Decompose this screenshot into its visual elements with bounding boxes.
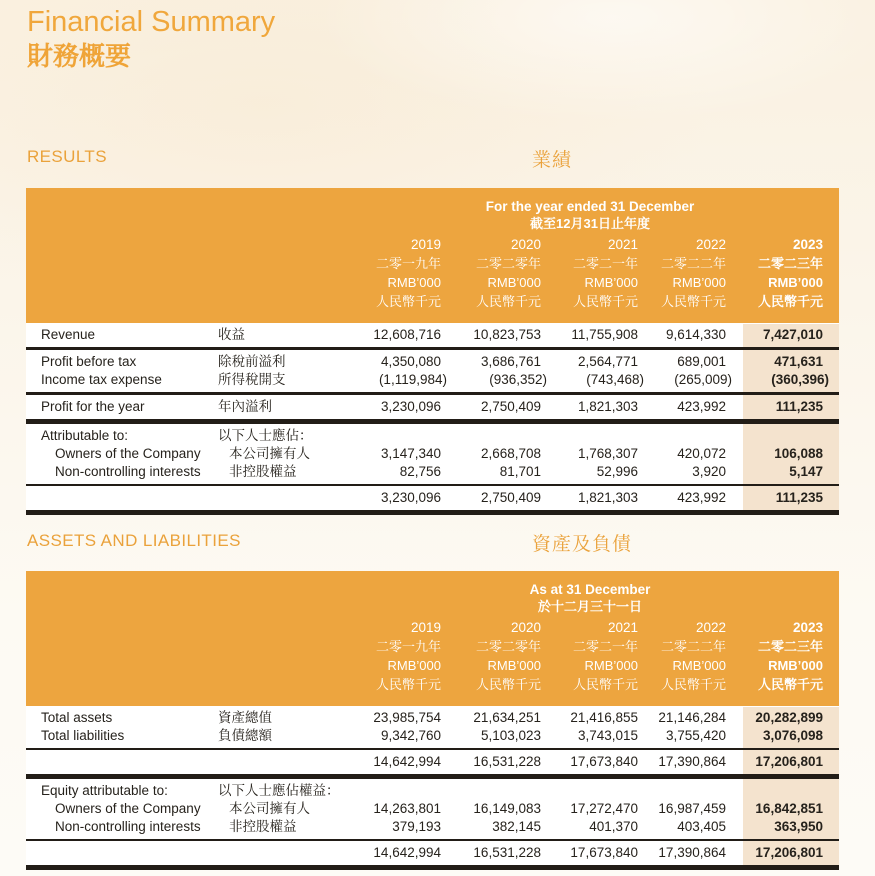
period-title [341, 199, 839, 311]
cell-2021: 52,996 [596, 464, 638, 479]
column-header-2023: 2023 二零二三年 RMB’000 人民幣千元 [757, 237, 823, 309]
cell-2019: 9,342,760 [380, 728, 441, 743]
column-header-2023: 2023 二零二三年 RMB’000 人民幣千元 [757, 620, 823, 692]
cell-2023: 111,235 [775, 399, 823, 414]
cell-2020: 81,701 [499, 464, 541, 479]
cell-2020: 10,823,753 [473, 327, 541, 342]
table-row [26, 727, 839, 748]
row-label-zh: 收益 [218, 327, 245, 342]
column-headers [26, 236, 839, 311]
cell-2020: 2,750,409 [480, 399, 541, 414]
cell-2021: 11,755,908 [571, 327, 638, 342]
column-header-2020: 2020 二零二零年 RMB’000 人民幣千元 [475, 237, 541, 309]
results-table-body [26, 323, 839, 515]
period-title-zh: 截至12月31日止年度 [530, 216, 650, 231]
row-label-en: Profit for the year [41, 399, 145, 414]
cell-2023: 17,206,801 [755, 845, 823, 860]
cell-2022: (265,009) [674, 372, 732, 387]
cell-2022: 3,755,420 [665, 728, 726, 743]
cell-2020: 382,145 [492, 819, 541, 834]
cell-2023: 111,235 [775, 490, 823, 505]
cell-2020: (936,352) [489, 372, 547, 387]
cell-2021 [541, 427, 638, 445]
cell-2020: 3,686,761 [480, 354, 541, 369]
cell-2022: 3,920 [692, 464, 726, 479]
cell-2023: 17,206,801 [755, 754, 823, 769]
row-label-en: Profit before tax [41, 354, 137, 369]
column-header-2019: 2019 二零一九年 RMB’000 人民幣千元 [375, 620, 441, 692]
cell-2019: 23,985,754 [373, 710, 441, 725]
table-row [26, 323, 839, 347]
divider-rule [26, 510, 839, 515]
row-label-zh: 非控股權益 [229, 819, 297, 834]
cell-2020: 5,103,023 [480, 728, 541, 743]
table-row [26, 463, 839, 484]
cell-2022: 9,614,330 [665, 327, 726, 342]
cell-2021: 3,743,015 [577, 728, 638, 743]
cell-2019: 3,230,096 [380, 490, 441, 505]
row-label-zh: 資產總值 [218, 710, 272, 725]
row-label-zh: 年內溢利 [218, 399, 272, 414]
cell-2023: 3,076,098 [762, 728, 823, 743]
table-row [26, 395, 839, 419]
cell-2021: 21,416,855 [570, 710, 638, 725]
section-heading-assets-liabilities [27, 531, 875, 553]
cell-2022: 423,992 [677, 490, 726, 505]
cell-2019 [341, 782, 441, 800]
column-header-2020: 2020 二零二零年 RMB’000 人民幣千元 [475, 620, 541, 692]
column-header-2022: 2022 二零二二年 RMB’000 人民幣千元 [660, 620, 726, 692]
cell-2021 [541, 782, 638, 800]
row-label-zh [218, 844, 341, 862]
cell-2020: 16,149,083 [473, 801, 541, 816]
cell-2022: 420,072 [677, 446, 726, 461]
row-label-en [26, 753, 218, 771]
cell-2021: 17,272,470 [570, 801, 638, 816]
cell-2020 [441, 427, 541, 445]
cell-2022: 403,405 [677, 819, 726, 834]
row-label-zh: 除稅前溢利 [218, 354, 286, 369]
cell-2019: 14,263,801 [373, 801, 441, 816]
cell-2023: 7,427,010 [762, 327, 823, 342]
cell-2019: (1,119,984) [378, 372, 447, 387]
table-row [26, 706, 839, 727]
column-header-2021: 2021 二零二一年 RMB’000 人民幣千元 [572, 237, 638, 309]
cell-2023 [743, 782, 839, 800]
cell-2020: 2,750,409 [480, 490, 541, 505]
cell-2022: 21,146,284 [658, 710, 726, 725]
row-label-zh: 以下人士應佔： [218, 428, 313, 443]
row-label-zh: 以下人士應佔權益： [218, 783, 340, 798]
row-label-zh [218, 489, 341, 507]
period-title-en: As at 31 December [529, 582, 651, 597]
assets-liabilities-table [26, 571, 839, 870]
cell-2019: 82,756 [399, 464, 441, 479]
cell-2019: 14,642,994 [373, 845, 441, 860]
assets-liabilities-table-body [26, 706, 839, 870]
cell-2023: 106,088 [774, 446, 823, 461]
table-row [26, 841, 839, 865]
cell-2019: 3,230,096 [380, 399, 441, 414]
row-label-zh: 非控股權益 [229, 464, 297, 479]
table-row [26, 486, 839, 510]
cell-2020 [441, 782, 541, 800]
table-row [26, 750, 839, 774]
row-label-en: Non-controlling interests [55, 819, 201, 834]
cell-2019: 379,193 [392, 819, 441, 834]
row-label-zh: 所得稅開支 [218, 372, 286, 387]
column-header-2021: 2021 二零二一年 RMB’000 人民幣千元 [572, 620, 638, 692]
cell-2022: 423,992 [677, 399, 726, 414]
page-title-zh: 財務概要 [27, 41, 132, 71]
title-block [0, 0, 875, 73]
cell-2023: 16,842,851 [755, 801, 823, 816]
cell-2022 [638, 427, 726, 445]
cell-2022: 16,987,459 [658, 801, 726, 816]
row-label-en: Equity attributable to: [41, 783, 168, 798]
cell-2021: 1,768,307 [577, 446, 638, 461]
table-row [26, 818, 839, 839]
row-label-en: Non-controlling interests [55, 464, 201, 479]
row-label-zh [218, 753, 341, 771]
period-title-en: For the year ended 31 December [485, 199, 695, 214]
results-table-header-band [26, 188, 839, 323]
page-title: Financial Summary [27, 6, 276, 38]
cell-2022: 689,001 [677, 354, 726, 369]
cell-2021: 1,821,303 [577, 399, 638, 414]
row-label-en [26, 844, 218, 862]
table-row [26, 371, 839, 392]
cell-2020: 16,531,228 [473, 754, 541, 769]
cell-2023 [743, 427, 839, 445]
cell-2019: 4,350,080 [380, 354, 441, 369]
cell-2022 [638, 782, 726, 800]
cell-2022: 17,390,864 [658, 845, 726, 860]
row-label-en: Income tax expense [41, 372, 162, 387]
cell-2021: 17,673,840 [570, 845, 638, 860]
section-heading-results-en: RESULTS [27, 147, 107, 166]
cell-2021: 1,821,303 [577, 490, 638, 505]
row-label-en: Attributable to: [41, 428, 129, 443]
column-headers [26, 619, 839, 694]
cell-2023: 363,950 [774, 819, 823, 834]
cell-2023: 5,147 [789, 464, 823, 479]
cell-2022: 17,390,864 [658, 754, 726, 769]
cell-2023: 20,282,899 [755, 710, 823, 725]
divider-rule [26, 865, 839, 870]
section-heading-results [27, 147, 875, 169]
column-header-2022: 2022 二零二二年 RMB’000 人民幣千元 [660, 237, 726, 309]
period-title-zh: 於十二月三十一日 [537, 599, 642, 614]
cell-2021: 2,564,771 [577, 354, 638, 369]
table-row [26, 350, 839, 371]
row-label-zh: 負債總額 [218, 728, 272, 743]
cell-2021: (743,468) [586, 372, 644, 387]
table-row [26, 779, 839, 800]
cell-2023: 471,631 [774, 354, 823, 369]
cell-2020: 16,531,228 [473, 845, 541, 860]
table-row [26, 445, 839, 463]
column-header-2019: 2019 二零一九年 RMB’000 人民幣千元 [375, 237, 441, 309]
row-label-en: Total assets [41, 710, 113, 725]
row-label-zh: 本公司擁有人 [229, 446, 310, 461]
section-heading-assets-liabilities-en: ASSETS AND LIABILITIES [27, 531, 241, 550]
assets-liabilities-table-header-band [26, 571, 839, 706]
cell-2020: 21,634,251 [473, 710, 541, 725]
section-heading-assets-liabilities-zh: 資產及負債 [532, 534, 633, 555]
row-label-en: Total liabilities [41, 728, 125, 743]
row-label-en: Owners of the Company [55, 446, 201, 461]
cell-2019: 12,608,716 [373, 327, 441, 342]
cell-2019: 14,642,994 [373, 754, 441, 769]
table-row [26, 800, 839, 818]
cell-2019 [341, 427, 441, 445]
table-row [26, 424, 839, 445]
cell-2021: 17,673,840 [570, 754, 638, 769]
row-label-en [26, 489, 218, 507]
results-table [26, 188, 839, 515]
cell-2021: 401,370 [589, 819, 638, 834]
period-title [341, 582, 839, 694]
row-label-zh: 本公司擁有人 [229, 801, 310, 816]
section-heading-results-zh: 業績 [532, 150, 573, 171]
row-label-en: Revenue [41, 327, 96, 342]
cell-2023: (360,396) [771, 372, 829, 387]
row-label-en: Owners of the Company [55, 801, 201, 816]
cell-2019: 3,147,340 [380, 446, 441, 461]
cell-2020: 2,668,708 [480, 446, 541, 461]
